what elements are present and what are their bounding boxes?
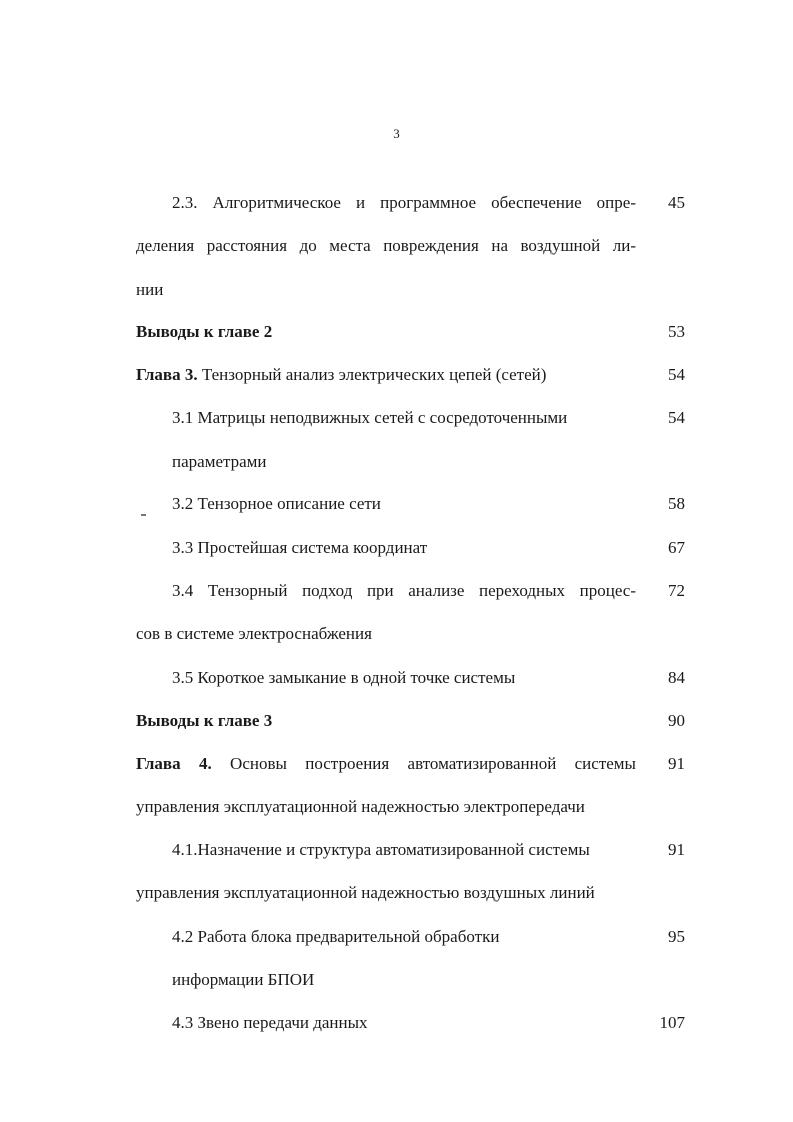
toc-chapter-3-page: 54	[668, 365, 685, 384]
toc-chapter-4-label: Глава 4.	[136, 754, 212, 773]
toc-entry-4-3-page: 107	[659, 1013, 685, 1032]
toc-chapter-4-page: 91	[668, 754, 685, 773]
toc-entry-3-1-line-1: 3.1 Матрицы неподвижных сетей с сосредоточенными	[172, 408, 568, 427]
toc-entry-4-2-page: 95	[668, 927, 685, 946]
toc-entry-3-3: 3.3 Простейшая система координат	[172, 538, 428, 557]
toc-chapter-4-line-2: управления эксплуатационной надежностью электропередачи	[136, 797, 585, 816]
toc-entry-4-3: 4.3 Звено передачи данных	[172, 1013, 368, 1032]
toc-entry-4-1-page: 91	[668, 840, 685, 859]
toc-entry-3-2-page: 58	[668, 494, 685, 513]
toc-entry-2-3-line-1: 2.3. Алгоритмическое и программное обеспечение опре-	[172, 193, 636, 212]
toc-chapter-3-title: Тензорный анализ электрических цепей (сетей)	[197, 365, 547, 384]
toc-conclusion-ch3	[136, 711, 272, 731]
toc-entry-3-4-line-2: сов в системе электроснабжения	[136, 624, 372, 643]
toc-conclusion-ch2	[136, 322, 272, 342]
toc-entry-2-3-line-2: деления расстояния до места повреждения на воздушной ли-	[136, 236, 636, 255]
toc-entry-3-3-page: 67	[668, 538, 685, 557]
toc-chapter-4-title: Основы построения автоматизированной системы	[211, 754, 636, 773]
toc-entry-3-4-line-1: 3.4 Тензорный подход при анализе переходных процес-	[172, 581, 636, 600]
toc-chapter-3	[136, 365, 546, 385]
toc-conclusion-ch2-label: Выводы к главе 2	[136, 322, 273, 341]
toc-entry-4-2-line-1: 4.2 Работа блока предварительной обработки	[172, 927, 500, 946]
toc-chapter-3-label: Глава 3.	[136, 365, 198, 384]
toc-entry-4-1-line-1: 4.1.Назначение и структура автоматизированной системы	[172, 840, 590, 859]
toc-conclusion-ch2-page: 53	[668, 322, 685, 341]
toc-conclusion-ch3-label: Выводы к главе 3	[136, 711, 273, 730]
toc-conclusion-ch3-page: 90	[668, 711, 685, 730]
toc-entry-3-1-line-2: параметрами	[172, 452, 267, 471]
toc-entry-3-5-page: 84	[668, 668, 685, 687]
page-number: 3	[393, 126, 400, 141]
toc-entry-3-1-page: 54	[668, 408, 685, 427]
toc-entry-3-4-page: 72	[668, 581, 685, 600]
toc-chapter-4-line-1	[136, 754, 636, 774]
scan-speck	[141, 514, 146, 516]
toc-entry-3-2: 3.2 Тензорное описание сети	[172, 494, 381, 513]
toc-entry-2-3-page: 45	[668, 193, 685, 212]
toc-entry-4-1-line-2: управления эксплуатационной надежностью воздушных линий	[136, 883, 595, 902]
toc-entry-3-5: 3.5 Короткое замыкание в одной точке системы	[172, 668, 516, 687]
toc-entry-4-2-line-2: информации БПОИ	[172, 970, 315, 989]
toc-entry-2-3-line-3: нии	[136, 280, 164, 299]
